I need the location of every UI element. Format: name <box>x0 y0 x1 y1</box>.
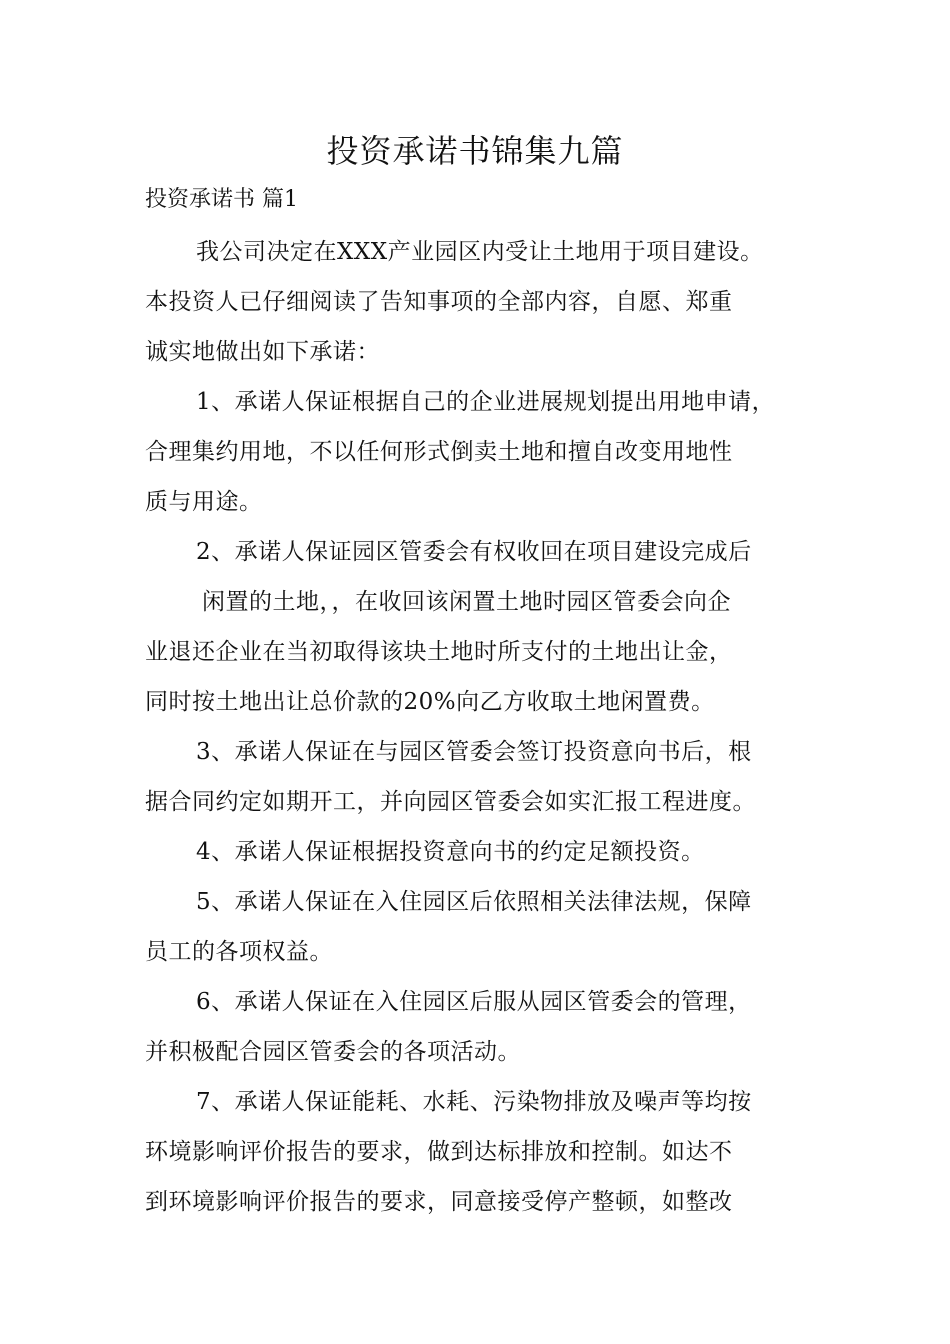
paragraph-line: 并积极配合园区管委会的各项活动。 <box>145 1039 521 1065</box>
paragraph-line: 6、承诺人保证在入住园区后服从园区管委会的管理， <box>196 989 752 1015</box>
paragraph-line: 据合同约定如期开工，并向园区管委会如实汇报工程进度。 <box>145 789 756 815</box>
paragraph-line: 我公司决定在XXX产业园区内受让土地用于项目建设。 <box>196 239 764 265</box>
paragraph-line: 1、承诺人保证根据自己的企业进展规划提出用地申请， <box>196 389 776 415</box>
document-subtitle: 投资承诺书 篇1 <box>145 187 298 212</box>
paragraph-line: 闲置的土地，，在收回该闲置土地时园区管委会向企 <box>202 589 731 615</box>
paragraph-line: 同时按土地出让总价款的20%向乙方收取土地闲置费。 <box>145 689 715 715</box>
paragraph-line: 业退还企业在当初取得该块土地时所支付的土地出让金， <box>145 639 733 665</box>
paragraph-line: 员工的各项权益。 <box>145 939 333 965</box>
paragraph-line: 4、承诺人保证根据投资意向书的约定足额投资。 <box>196 839 705 865</box>
paragraph-line: 本投资人已仔细阅读了告知事项的全部内容，自愿、郑重 <box>145 289 733 315</box>
paragraph-line: 合理集约用地，不以任何形式倒卖土地和擅自改变用地性 <box>145 439 733 465</box>
paragraph-line: 环境影响评价报告的要求，做到达标排放和控制。如达不 <box>145 1139 733 1165</box>
paragraph-line: 到环境影响评价报告的要求，同意接受停产整顿，如整改 <box>145 1189 733 1215</box>
paragraph-line: 5、承诺人保证在入住园区后依照相关法律法规，保障 <box>196 889 752 915</box>
paragraph-line: 3、承诺人保证在与园区管委会签订投资意向书后，根 <box>196 739 752 765</box>
paragraph-line: 诚实地做出如下承诺： <box>145 339 380 365</box>
paragraph-line: 质与用途。 <box>145 489 263 515</box>
paragraph-line: 7、承诺人保证能耗、水耗、污染物排放及噪声等均按 <box>196 1089 752 1115</box>
paragraph-line: 2、承诺人保证园区管委会有权收回在项目建设完成后 <box>196 539 752 565</box>
document-title: 投资承诺书锦集九篇 <box>326 132 624 170</box>
